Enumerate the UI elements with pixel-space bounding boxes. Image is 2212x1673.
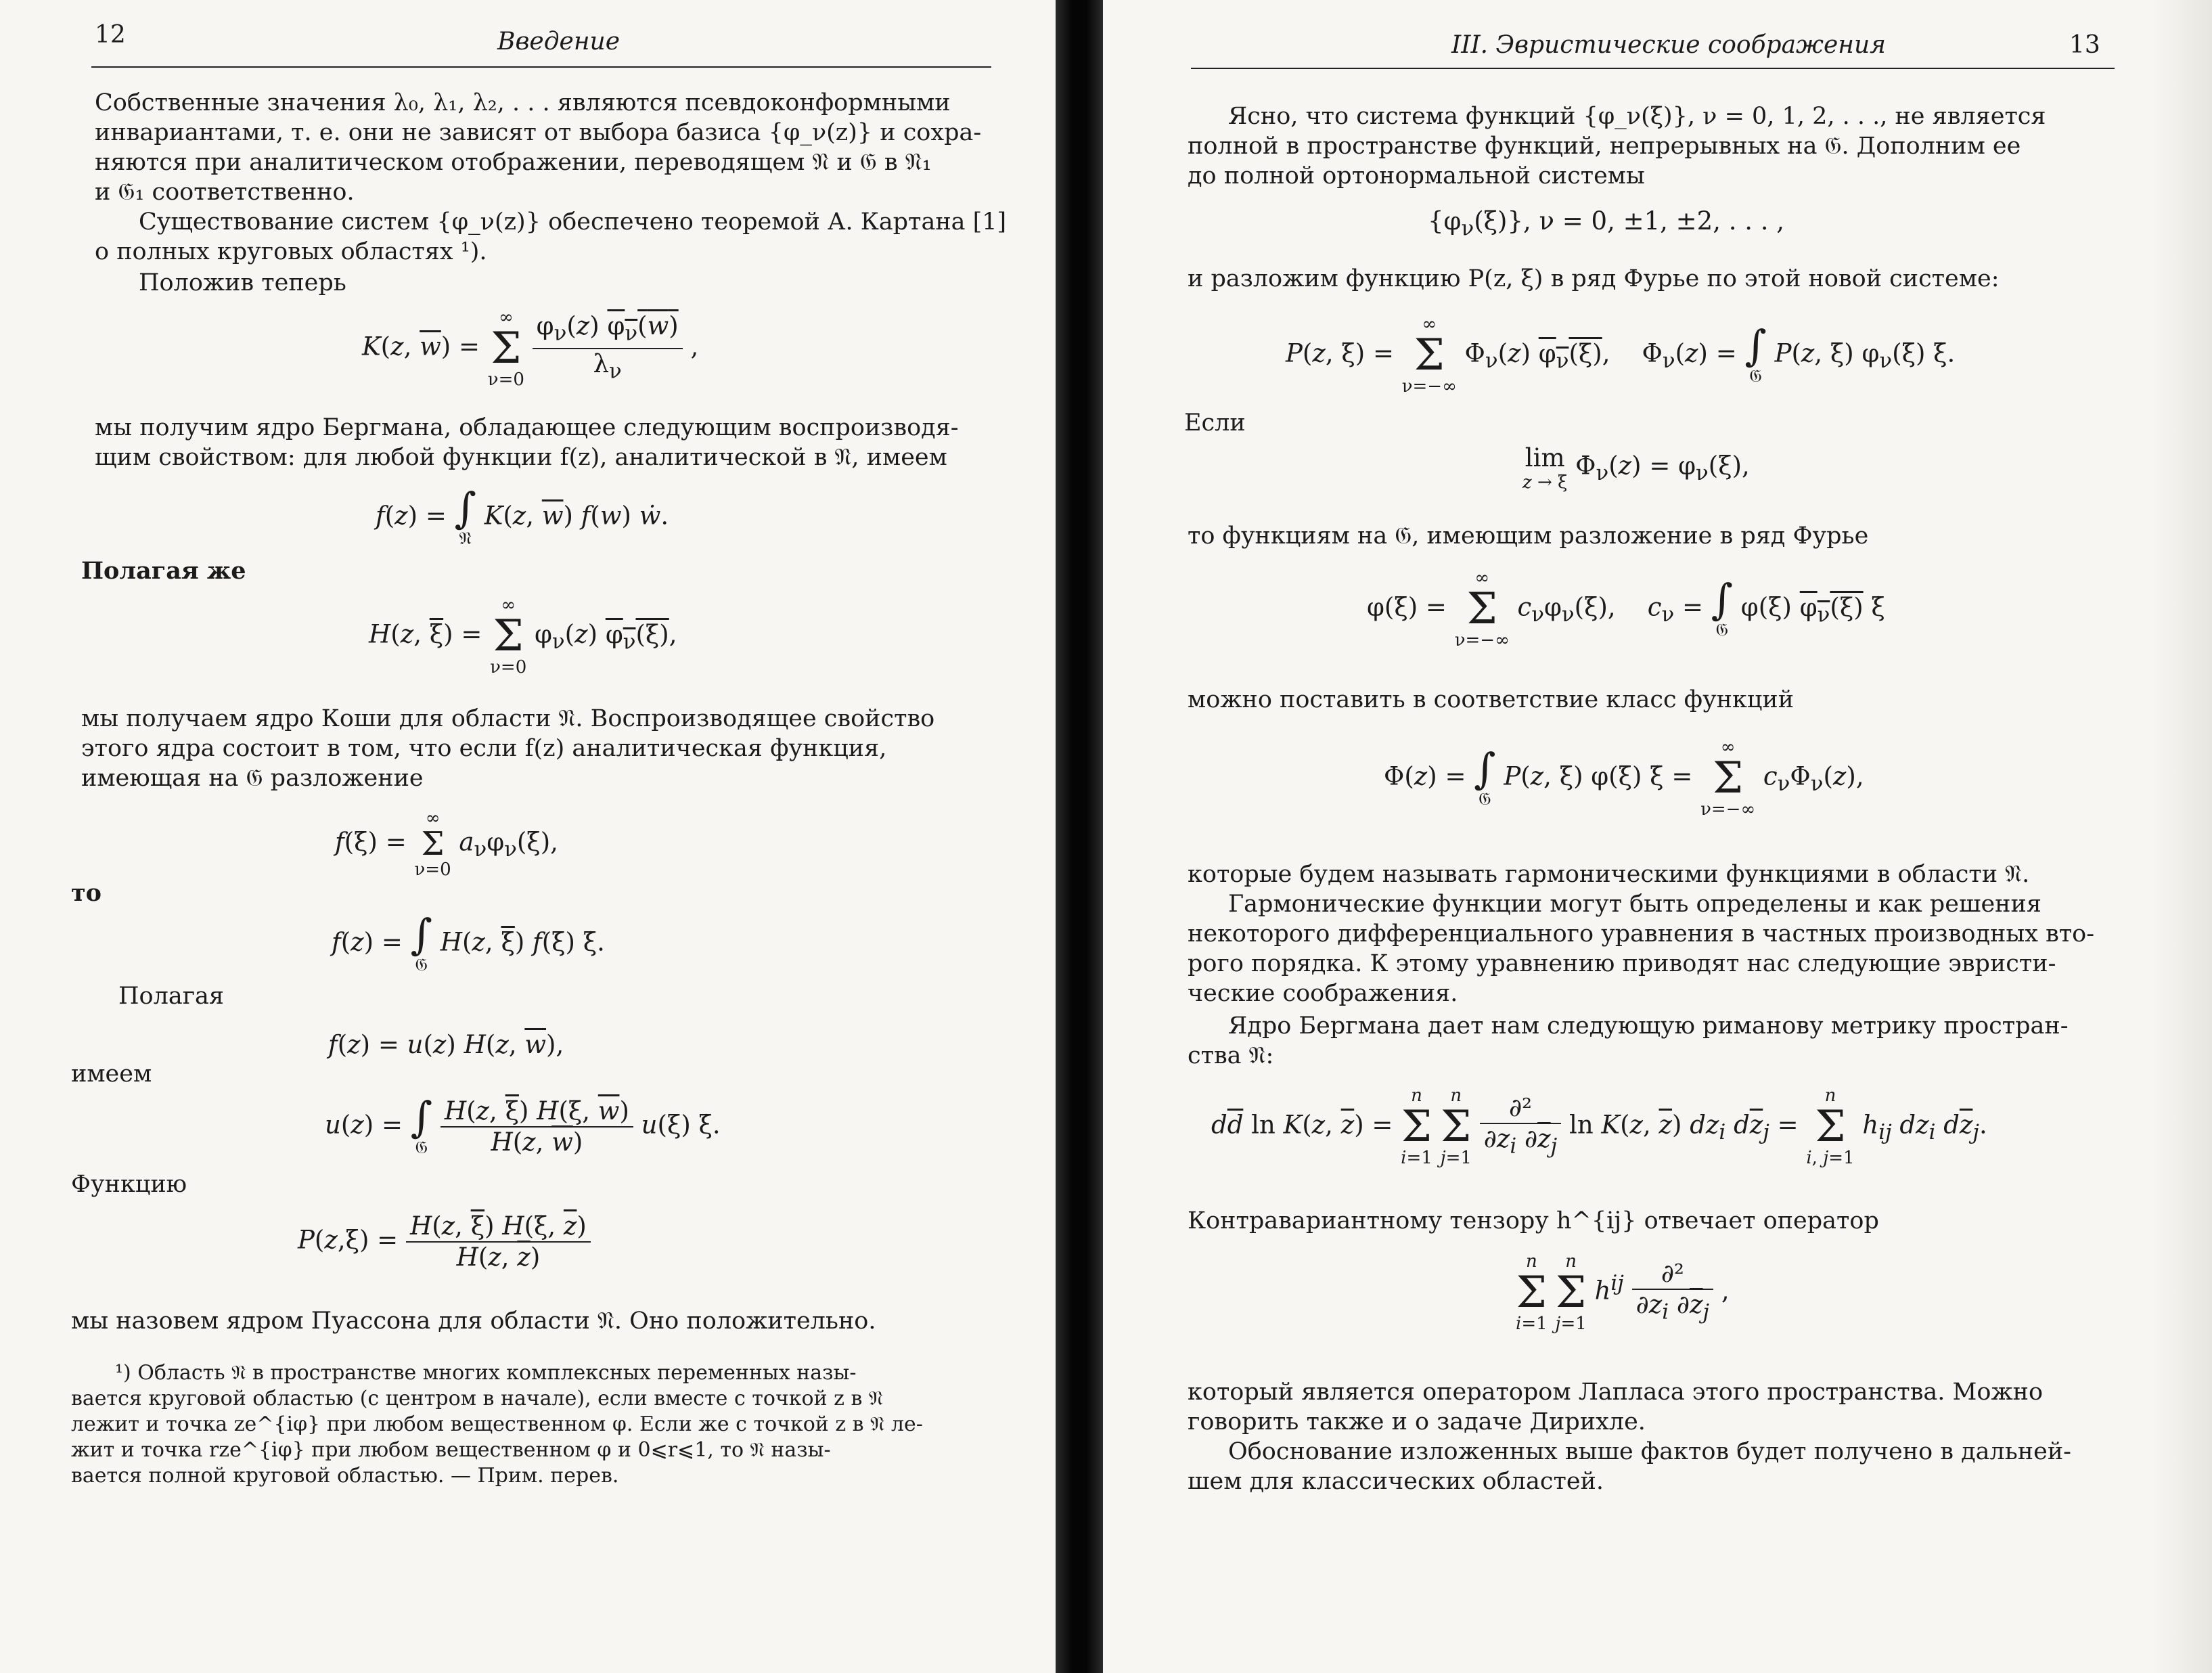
page-number-left: 12: [95, 21, 126, 49]
text-line: щим свойством: для любой функции f(z), аналитической в 𝔑, имеем: [95, 444, 947, 471]
footnote-line: ¹) Область 𝔑 в пространстве многих комплексных переменных назы-: [115, 1361, 857, 1385]
text-line: и 𝔊₁ соответственно.: [95, 179, 355, 206]
text-line: можно поставить в соответствие класс функций: [1188, 686, 1795, 713]
text-line: Собственные значения λ₀, λ₁, λ₂, . . . являются псевдоконформными: [95, 89, 951, 116]
text-line: и разложим функцию P(z, ξ) в ряд Фурье по этой новой системе:: [1188, 265, 2000, 292]
text-line: говорить также и о задаче Дирихле.: [1188, 1408, 1646, 1435]
text-line: ства 𝔑:: [1188, 1042, 1274, 1069]
formula-u-integral: u(z) = ∫ 𝔊 $\frac{H(z, \overline{\xi}) H(\xi, \overline{w})}{H(z, \overline{w})}$ u(ξ) ξ̇.: [325, 1092, 721, 1158]
formula-substitution: f(z) = u(z) H(z, $\overline{w}$),: [328, 1030, 564, 1059]
text-line: о полных круговых областях ¹).: [95, 238, 487, 265]
text-line: Ясно, что система функций {φ_ν(ξ)}, ν = 0, 1, 2, . . ., не является: [1228, 103, 2046, 130]
formula-fourier-P: P(z, ξ) = ∞ Σ ν=−∞ $\Phi_\nu(z)$ $\varphi_\nu(\xi)$, $\Phi_\nu(z)$ = ∫ 𝔊 P(z, ξ) $\varphi_\nu(\xi)$ ξ̇.: [1286, 314, 1956, 397]
text-line: Гармонические функции могут быть определены и как решения: [1228, 891, 2041, 918]
running-head-right: III. Эвристические соображения: [1451, 31, 1887, 59]
footnote-line: лежит и точка ze^{iφ} при любом вещественном φ. Если же с точкой z в 𝔑 ле-: [71, 1412, 923, 1436]
footnote-line: вается полной круговой областью. — Прим. перев.: [71, 1464, 619, 1488]
running-head-left: Введение: [497, 28, 620, 55]
text-line: который является оператором Лапласа этого пространства. Можно: [1188, 1379, 2044, 1406]
text-line: Полагая же: [81, 557, 246, 585]
text-line: няются при аналитическом отображении, переводящем 𝔑 и 𝔊 в 𝔑₁: [95, 149, 932, 176]
text-line: некоторого дифференциального уравнения в частных производных вто-: [1188, 920, 2095, 947]
header-rule-left: [91, 66, 991, 68]
text-line: шем для классических областей.: [1188, 1468, 1604, 1495]
text-line: Полагая: [118, 983, 224, 1010]
text-line: мы получим ядро Бергмана, обладающее следующим воспроизводя-: [95, 414, 959, 441]
formula-fourier-phi: φ(ξ) = ∞ Σ ν=−∞ $c_\nu\varphi_\nu(\xi)$, $c_\nu$ = ∫ 𝔊 φ(ξ) $\varphi_\nu(\xi)$ ξ̇: [1367, 568, 1885, 650]
text-line: Положив теперь: [139, 269, 346, 296]
header-rule-right: [1191, 68, 2115, 69]
formula-harmonic-class: Φ(z) = ∫ 𝔊 P(z, ξ) φ(ξ) ξ̇ = ∞ Σ ν=−∞ $c_\nu\Phi_\nu(z)$,: [1384, 737, 1864, 820]
text-line: то функциям на 𝔊, имеющим разложение в ряд Фурье: [1188, 522, 1869, 550]
text-line: Ядро Бергмана дает нам следующую риманову метрику простран-: [1228, 1012, 2069, 1040]
text-line: которые будем называть гармоническими функциями в области 𝔑.: [1188, 861, 2030, 888]
formula-poisson-kernel: P(z,ξ) = $\frac{H(z, \overline{\xi}) H(\xi, \overline{z})}{H(z, \overline{z})}$: [298, 1211, 591, 1272]
text-line: мы получаем ядро Коши для области 𝔑. Воспроизводящее свойство: [81, 705, 935, 732]
text-line: до полной ортонормальной системы: [1188, 162, 1645, 189]
text-line: то: [71, 879, 102, 907]
text-line: Контравариантному тензору h^{ij} отвечает оператор: [1188, 1207, 1879, 1234]
formula-complete-system: $\{\varphi_\nu(\xi)\}$, ν = 0, ±1, ±2, . . . ,: [1428, 206, 1785, 241]
text-line: имеющая на 𝔊 разложение: [81, 765, 424, 792]
text-line: инвариантами, т. е. они не зависят от выбора базиса {φ_ν(z)} и сохра-: [95, 119, 982, 146]
text-line: рого порядка. К этому уравнению приводят нас следующие эвристи-: [1188, 950, 2056, 977]
text-line: Если: [1184, 409, 1246, 437]
formula-expansion: f(ξ) = ∞ Σ ν=0 $a_\nu\varphi_\nu(\xi)$,: [335, 808, 558, 880]
text-line: мы назовем ядром Пуассона для области 𝔑. Оно положительно.: [71, 1308, 876, 1335]
formula-bergman-kernel: K(z, $\overline{w}$) = ∞ Σ ν=0 $\frac{\varphi_\nu(z) \varphi_\nu(w)}{\lambda_\nu}$ ,: [362, 307, 699, 390]
right-page: [1103, 0, 2212, 1673]
formula-cauchy-integral: f(z) = ∫ 𝔊 H(z, $\overline{\xi}$) f(ξ) ξ̇.: [332, 910, 605, 975]
footnote-line: жит и точка rze^{iφ} при любом вещественном φ и 0⩽r⩽1, то 𝔑 назы-: [71, 1438, 831, 1462]
text-line: полной в пространстве функций, непрерывных на 𝔊. Дополним ее: [1188, 133, 2021, 160]
text-line: Функцию: [71, 1171, 187, 1198]
formula-riemann-metric: $d\overline{d}$ ln K(z, $\overline{z}$) = n Σ i=1 n Σ j=1 $\frac{\text{∂²}}{\partial z_i \partial\overline{z}_j}$ ln K(z, $\overline{z}$) $dz_i$ $d\overline{z}_j$ = n Σ i, j=1 $h_{ij}$ $dz_i$ $d\overline{z}_j$.: [1211, 1086, 1987, 1168]
text-line: ческие соображения.: [1188, 980, 1458, 1007]
right-page-edge: [2152, 0, 2212, 1673]
page-number-right: 13: [2069, 31, 2100, 59]
text-line: имеем: [71, 1061, 152, 1088]
formula-limit: lim z → ξ $\Phi_\nu(z) = \varphi_\nu(\xi)$,: [1522, 443, 1750, 493]
footnote-line: вается круговой областью (с центром в начале), если вместе с точкой z в 𝔑: [71, 1387, 884, 1410]
left-page: [0, 0, 1056, 1673]
text-line: Обоснование изложенных выше фактов будет получено в дальней-: [1228, 1438, 2072, 1465]
book-gutter: [1056, 0, 1103, 1673]
text-line: этого ядра состоит в том, что если f(z) аналитическая функция,: [81, 735, 887, 762]
formula-laplace-operator: n Σ i=1 n Σ j=1 $h^{ij}$ $\frac{\text{∂²}}{\partial z_i \partial\overline{z}_j}$ ,: [1516, 1251, 1730, 1334]
formula-reproducing: f(z) = ∫ 𝔑 K(z, $\overline{w}$) f(w) ẇ.: [376, 483, 669, 549]
text-line: Существование систем {φ_ν(z)} обеспечено теоремой А. Картана [1]: [139, 208, 1007, 236]
formula-cauchy-kernel: H(z, $\overline{\xi}$) = ∞ Σ ν=0 $\varphi_\nu(z)$ $\varphi_\nu(\xi)$,: [369, 595, 677, 677]
